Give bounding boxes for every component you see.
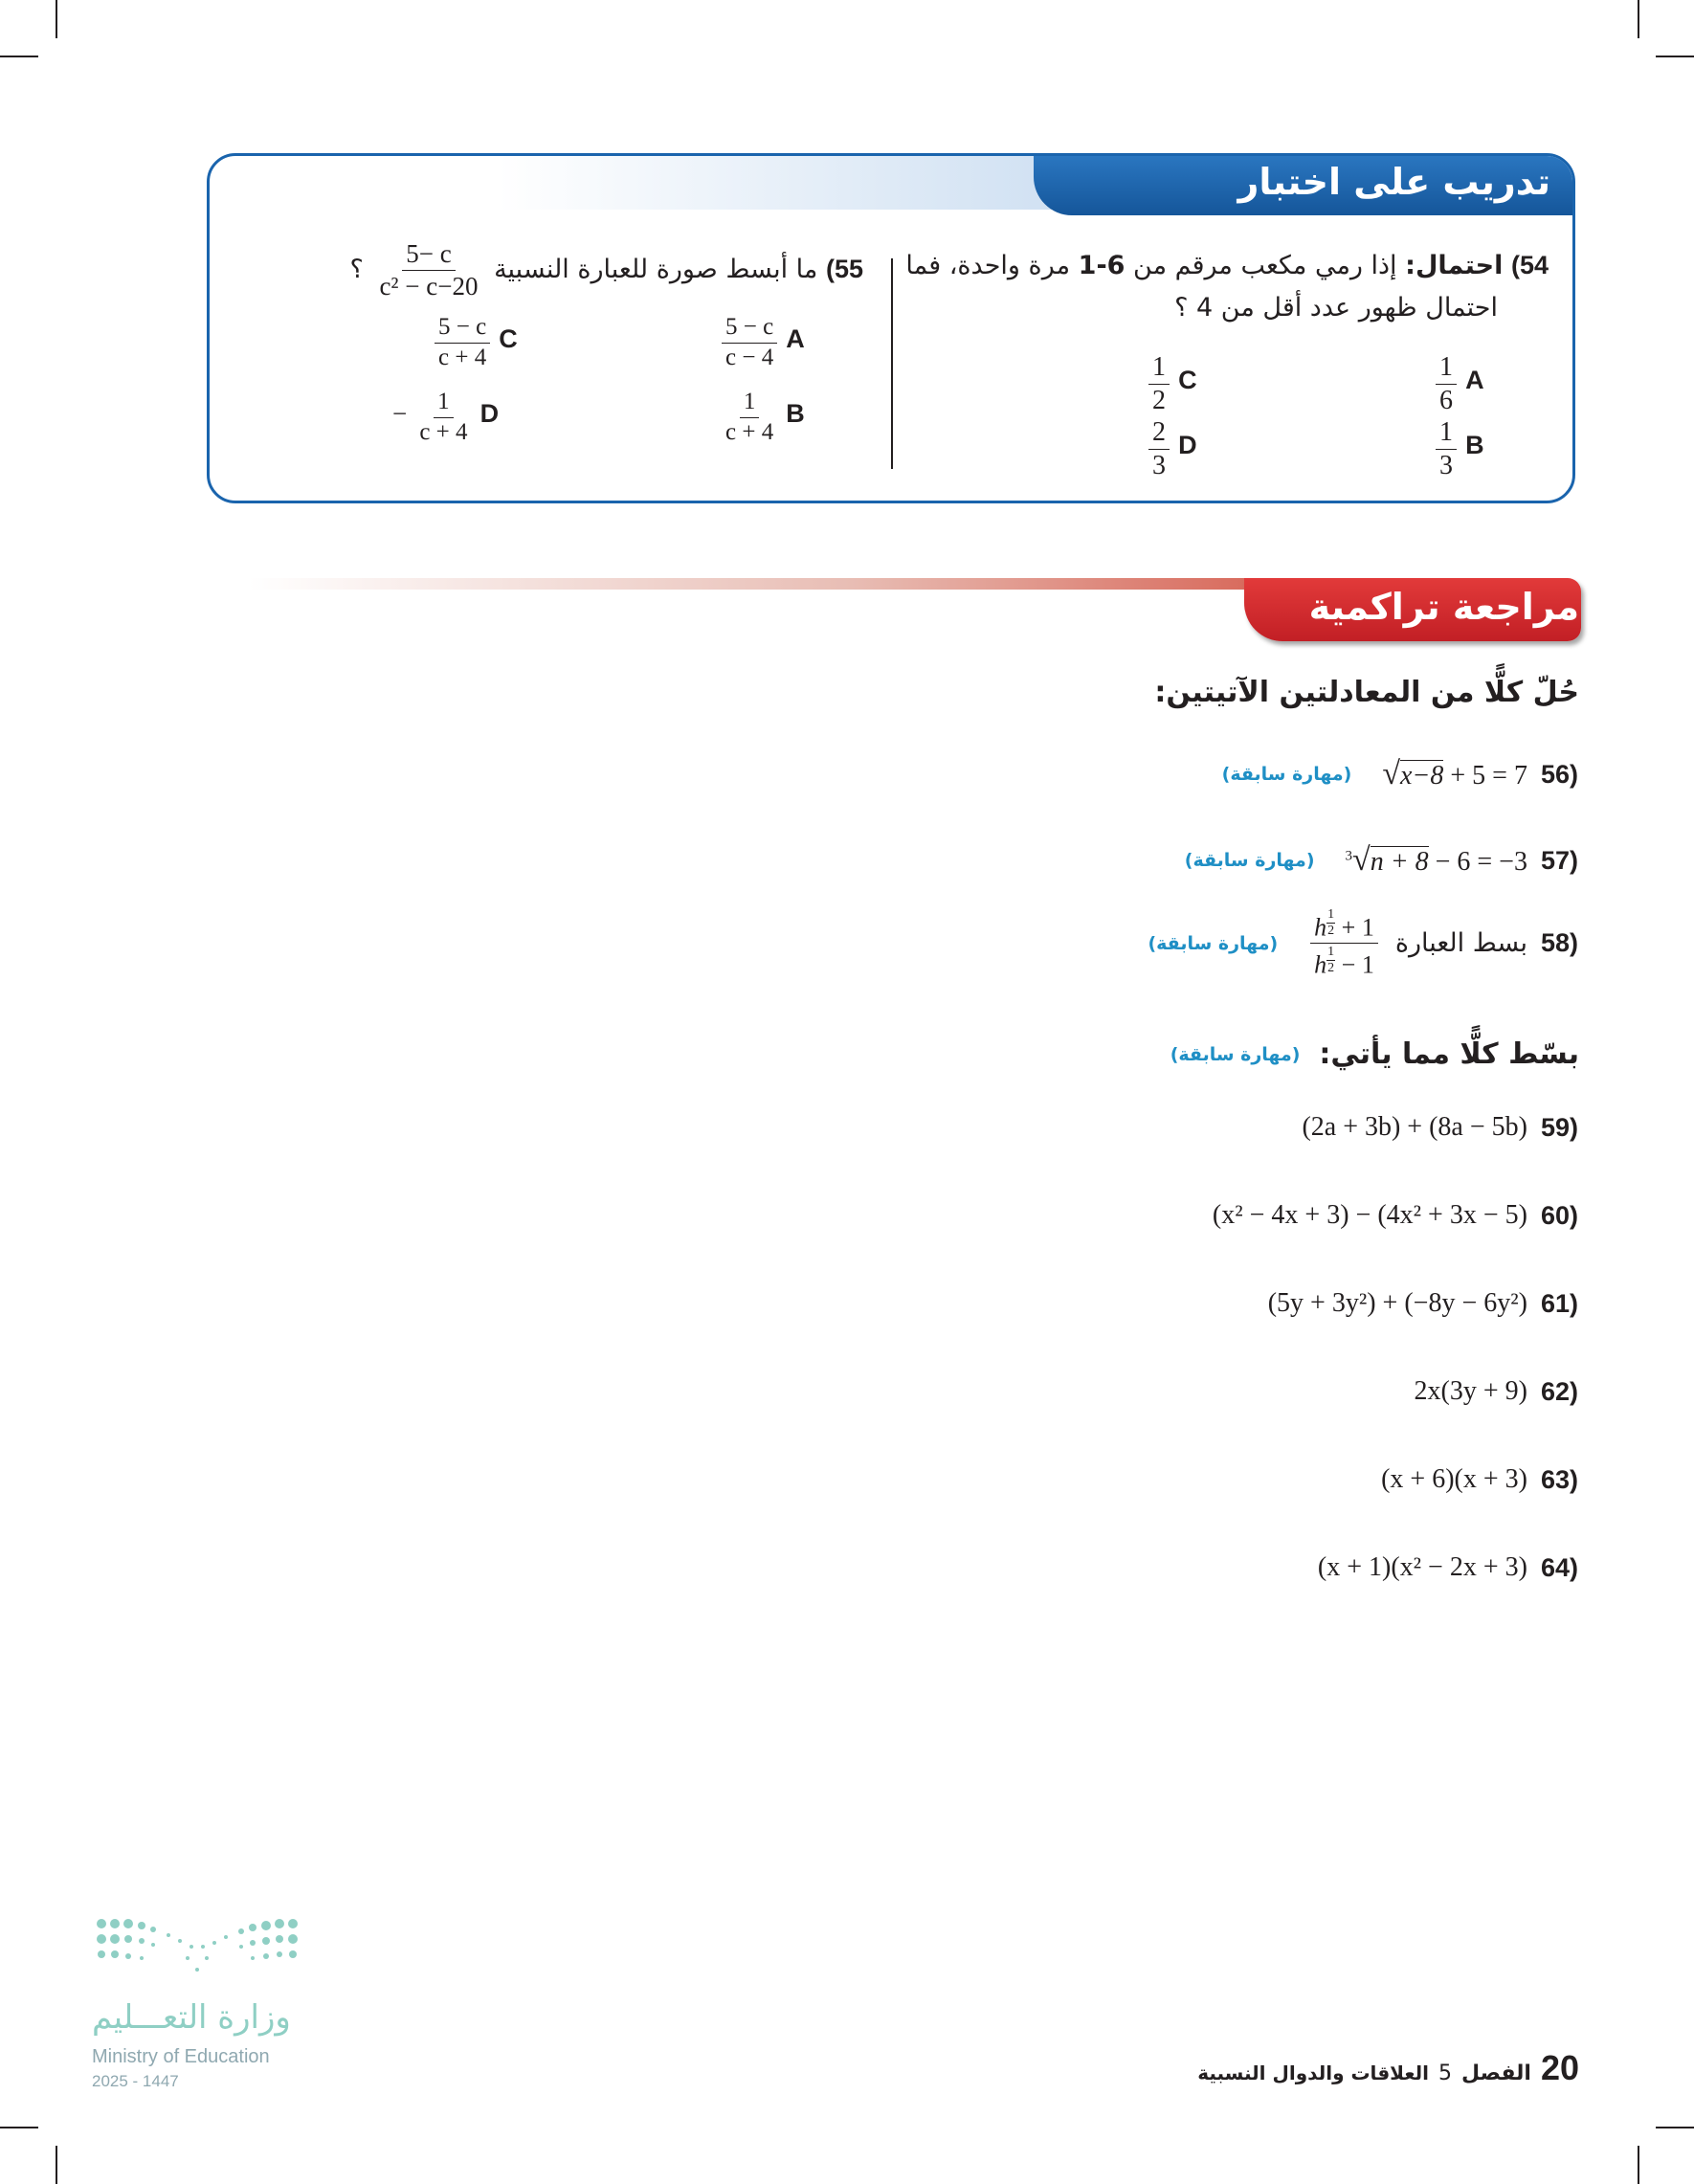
question-54: 54) احتمال: إذا رمي مكعب مرقم من 6-1 مرة واحدة، فما (905, 251, 1549, 280)
question-61: (5y + 3y²) + (−8y − 6y²) 61) (1267, 1288, 1578, 1318)
crop-mark (1656, 56, 1694, 57)
question-56: (مهارة سابقة) √x−8 + 5 = 7 56) (1221, 756, 1578, 791)
crop-mark (56, 0, 57, 38)
question-62: 2x(3y + 9) 62) (1414, 1376, 1578, 1406)
page-footer (1197, 2048, 1579, 2088)
option-55-c[interactable]: $\frac{5 - c}{c + 4}$ C (431, 314, 518, 372)
crop-mark (0, 2127, 38, 2128)
chapter-title: العلاقات والدوال النسبية (1197, 2061, 1429, 2084)
ministry-year: 2025 - 1447 (92, 2072, 179, 2090)
question-58: (مهارة سابقة) h $^{\frac{1}{2}}$ + 1 h $^{\frac{1}{2}}$ − 1 بسط العبارة 58) (1148, 907, 1578, 979)
page-number: 20 (1540, 2048, 1579, 2087)
question-63: (x + 6)(x + 3) 63) (1381, 1464, 1578, 1494)
question-54-line2: احتمال ظهور عدد أقل من 4 ؟ (1174, 293, 1498, 323)
option-54-b[interactable]: $\frac{1}{3}$ B (1432, 417, 1484, 481)
ministry-name-en: Ministry of Education (92, 2046, 270, 2067)
crop-mark (56, 2146, 57, 2184)
review-heading: مراجعة تراكمية (1308, 586, 1579, 628)
crop-mark (1656, 2127, 1694, 2128)
test-practice-gradient (498, 156, 1072, 210)
question-64: (x + 1)(x² − 2x + 3) 64) (1317, 1552, 1578, 1582)
option-55-d[interactable]: − $\frac{1}{c + 4}$ D (392, 389, 500, 445)
review-instruction-1: حُلّ كلًّا من المعادلتين الآتيتين: (1154, 676, 1579, 709)
review-gradient-line (249, 578, 1254, 590)
chapter-label: الفصل (1461, 2061, 1531, 2085)
ministry-logo-dots (92, 1914, 302, 1981)
test-practice-heading: تدريب على اختبار (1237, 161, 1550, 203)
crop-mark (1638, 0, 1639, 38)
review-instruction-2: (مهارة سابقة) بسّط كلًّا مما يأتي: (1170, 1037, 1579, 1071)
option-55-b[interactable]: $\frac{1}{c + 4}$ B (725, 389, 805, 445)
crop-mark (0, 56, 38, 57)
crop-mark (1638, 2146, 1639, 2184)
question-60: (x² − 4x + 3) − (4x² + 3x − 5) 60) (1212, 1200, 1578, 1230)
question-59: (2a + 3b) + (8a − 5b) 59) (1302, 1112, 1578, 1142)
question-55: 55) ما أبسط صورة للعبارة النسبية $\frac{5- c}{\text{c² − c−20}}$ ؟ (349, 239, 863, 301)
chapter-number: 5 (1438, 2061, 1452, 2085)
option-54-a[interactable]: $\frac{1}{6}$ A (1432, 352, 1484, 416)
option-54-c[interactable]: $\frac{1}{2}$ C (1145, 352, 1197, 416)
question-57: (مهارة سابقة) $^3$√n + 8 − 6 = −3 57) (1184, 842, 1578, 878)
column-divider (891, 258, 893, 469)
option-54-d[interactable]: $\frac{2}{3}$ D (1145, 417, 1197, 481)
option-55-a[interactable]: $\frac{5 - c}{c - 4}$ A (718, 314, 805, 372)
ministry-name-ar: وزارة التعـــليم (92, 1998, 291, 2037)
